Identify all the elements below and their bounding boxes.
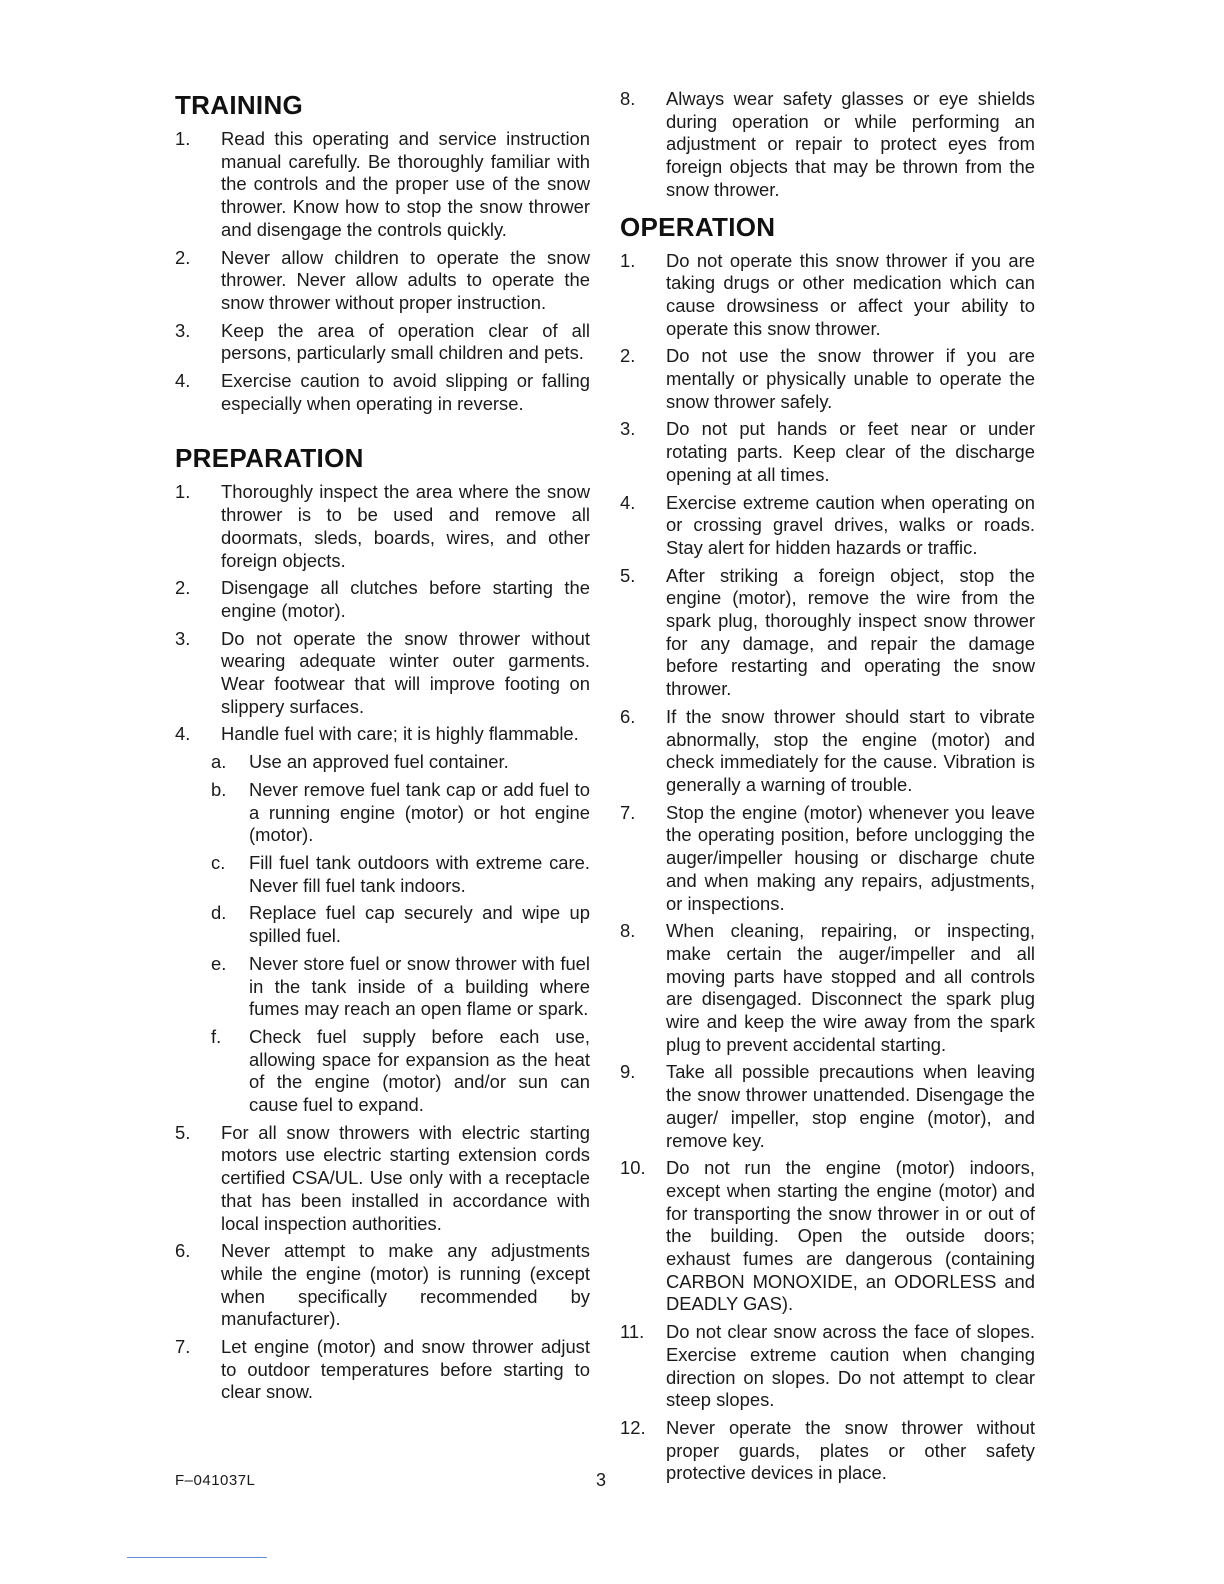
list-item xyxy=(175,1336,590,1404)
list-item xyxy=(620,418,1035,486)
scan-edge-line xyxy=(127,1557,267,1558)
item-text: Take all possible precautions when leaving the snow thrower unattended. Disengage the auger/ impeller, stop engine (motor), and remove key. xyxy=(666,1061,1035,1151)
sub-item-letter: d. xyxy=(211,902,227,924)
item-text: Do not clear snow across the face of slopes. Exercise extreme caution when changing direction on slopes. Do not attempt to clear steep slopes. xyxy=(666,1321,1035,1411)
list-item xyxy=(620,345,1035,413)
item-text: Do not put hands or feet near or under rotating parts. Keep clear of the discharge opening at all times. xyxy=(666,418,1035,485)
list-item xyxy=(175,1240,590,1331)
sub-item-letter: b. xyxy=(211,778,227,800)
item-text: Stop the engine (motor) whenever you leave the operating position, before unclogging the auger/impeller housing or discharge chute and when making any repairs, adjustments, or inspections. xyxy=(666,801,1035,914)
list-item xyxy=(175,1122,590,1236)
left-column xyxy=(175,88,590,1409)
list-item xyxy=(175,481,590,572)
item-number: 6. xyxy=(620,705,636,727)
list-item xyxy=(175,128,590,242)
sub-item-letter: e. xyxy=(211,952,227,974)
list-item xyxy=(175,723,590,746)
item-number: 10. xyxy=(620,1157,646,1179)
sub-item-text: Fill fuel tank outdoors with extreme care. Never fill fuel tank indoors. xyxy=(249,851,590,896)
list-item xyxy=(620,1061,1035,1152)
document-code: F–041037L xyxy=(175,1472,256,1489)
training-list xyxy=(175,128,590,415)
item-number: 8. xyxy=(620,88,636,109)
item-number: 7. xyxy=(175,1336,191,1358)
item-number: 7. xyxy=(620,801,636,823)
item-text: When cleaning, repairing, or inspecting, make certain the auger/impeller and all moving parts have stopped and all controls are disengaged. Disconnect the spark plug wire and keep the wire away from the spark plug to prevent accidental starting. xyxy=(666,920,1035,1055)
item-text: Keep the area of operation clear of all persons, particularly small children and pets. xyxy=(221,319,590,364)
item-number: 3. xyxy=(175,319,191,341)
item-number: 4. xyxy=(175,723,191,745)
item-number: 12. xyxy=(620,1416,646,1438)
operation-heading: OPERATION xyxy=(620,211,776,242)
list-item xyxy=(175,370,590,415)
preparation-list-continued xyxy=(620,88,1035,202)
item-number: 4. xyxy=(620,491,636,513)
list-item xyxy=(175,247,590,315)
item-text: For all snow throwers with electric starting motors use electric starting extension cords certified CSA/UL. Use only with a receptacle that has been installed in accordance with local inspection authorities. xyxy=(221,1121,590,1234)
list-item xyxy=(620,1417,1035,1485)
sub-item-letter: f. xyxy=(211,1025,222,1047)
item-number: 1. xyxy=(620,249,636,271)
preparation-heading: PREPARATION xyxy=(175,443,364,474)
item-number: 2. xyxy=(620,345,636,367)
item-text: Thoroughly inspect the area where the snow thrower is to be used and remove all doormats, sleds, boards, wires, and other foreign objects. xyxy=(221,481,590,571)
item-number: 5. xyxy=(175,1121,191,1143)
item-number: 3. xyxy=(175,627,191,649)
item-text: If the snow thrower should start to vibrate abnormally, stop the engine (motor) and check immediately for the cause. Vibration is generally a warning of trouble. xyxy=(666,705,1035,795)
list-item xyxy=(620,492,1035,560)
list-item xyxy=(620,920,1035,1056)
item-number: 9. xyxy=(620,1061,636,1083)
item-text: Always wear safety glasses or eye shields during operation or while performing an adjustment or repair to protect eyes from foreign objects that may be thrown from the snow thrower. xyxy=(666,88,1035,200)
item-text: Never attempt to make any adjustments while the engine (motor) is running (except when specifically recommended by manufacturer). xyxy=(221,1240,590,1330)
item-text: Disengage all clutches before starting the engine (motor). xyxy=(221,577,590,621)
item-number: 4. xyxy=(175,370,191,392)
training-heading: TRAINING xyxy=(175,90,304,120)
preparation-list xyxy=(175,481,590,1404)
list-item xyxy=(620,565,1035,701)
item-text: Never operate the snow thrower without proper guards, plates or other safety protective devices in place. xyxy=(666,1416,1035,1484)
item-text: Do not run the engine (motor) indoors, except when starting the engine (motor) and for transporting the snow thrower in or out of the building. Open the outside doors; exhaust fumes are dangerous (containing CARBON MONOXIDE, an ODORLESS and DEADLY GAS). xyxy=(666,1157,1035,1315)
sub-list-item xyxy=(175,902,590,947)
sub-item-text: Replace fuel cap securely and wipe up spilled fuel. xyxy=(249,902,590,947)
sub-item-letter: c. xyxy=(211,851,226,873)
sub-list-item xyxy=(175,1026,590,1117)
operation-list xyxy=(620,250,1035,1486)
list-item xyxy=(620,250,1035,341)
item-text: Exercise extreme caution when operating on or crossing gravel drives, walks or roads. Stay alert for hidden hazards or traffic. xyxy=(666,491,1035,558)
list-item xyxy=(620,1157,1035,1316)
list-item xyxy=(620,706,1035,797)
right-column xyxy=(620,88,1035,1490)
item-number: 2. xyxy=(175,246,191,268)
sub-item-text: Use an approved fuel container. xyxy=(249,751,509,773)
item-number: 11. xyxy=(620,1321,645,1343)
item-number: 8. xyxy=(620,920,636,942)
item-text: Let engine (motor) and snow thrower adjust to outdoor temperatures before starting to clear snow. xyxy=(221,1336,590,1403)
item-number: 1. xyxy=(175,128,191,149)
item-text: Exercise caution to avoid slipping or falling especially when operating in reverse. xyxy=(221,370,590,414)
list-item xyxy=(620,1321,1035,1412)
sub-list-item xyxy=(175,953,590,1021)
sub-item-text: Never store fuel or snow thrower with fuel in the tank inside of a building where fumes may reach an open flame or spark. xyxy=(249,952,590,1020)
item-number: 6. xyxy=(175,1240,191,1262)
item-text: Handle fuel with care; it is highly flammable. xyxy=(221,723,579,745)
sub-list-item xyxy=(175,751,590,774)
item-text: Do not operate the snow thrower without wearing adequate winter outer garments. Wear footwear that will improve footing on slippery surfaces. xyxy=(221,627,590,717)
list-item xyxy=(620,802,1035,916)
list-item xyxy=(175,628,590,719)
sub-item-letter: a. xyxy=(211,751,227,773)
page-number: 3 xyxy=(596,1470,607,1490)
item-text: Read this operating and service instruction manual carefully. Be thoroughly familiar with the controls and the proper use of the snow thrower. Know how to stop the snow thrower and disengage the controls quickly. xyxy=(221,128,590,240)
sub-item-text: Never remove fuel tank cap or add fuel to a running engine (motor) or hot engine (motor). xyxy=(249,778,590,846)
item-number: 3. xyxy=(620,418,636,440)
list-item xyxy=(175,320,590,365)
item-number: 2. xyxy=(175,577,191,599)
sub-list-item xyxy=(175,779,590,847)
item-text: After striking a foreign object, stop the engine (motor), remove the wire from the spark plug, thoroughly inspect snow thrower for any damage, and repair the damage before restarting and operating the snow thrower. xyxy=(666,564,1035,700)
list-item xyxy=(175,577,590,622)
item-number: 1. xyxy=(175,481,191,503)
item-number: 5. xyxy=(620,564,636,586)
sub-item-text: Check fuel supply before each use, allowing space for expansion as the heat of the engine (motor) and/or sun can cause fuel to expand. xyxy=(249,1025,590,1116)
sub-list-item xyxy=(175,852,590,897)
list-item xyxy=(620,88,1035,202)
item-text: Do not use the snow thrower if you are mentally or physically unable to operate the snow thrower safely. xyxy=(666,345,1035,412)
item-text: Do not operate this snow thrower if you are taking drugs or other medication which can cause drowsiness or affect your ability to operate this snow thrower. xyxy=(666,249,1035,339)
item-text: Never allow children to operate the snow thrower. Never allow adults to operate the snow thrower without proper instruction. xyxy=(221,246,590,313)
